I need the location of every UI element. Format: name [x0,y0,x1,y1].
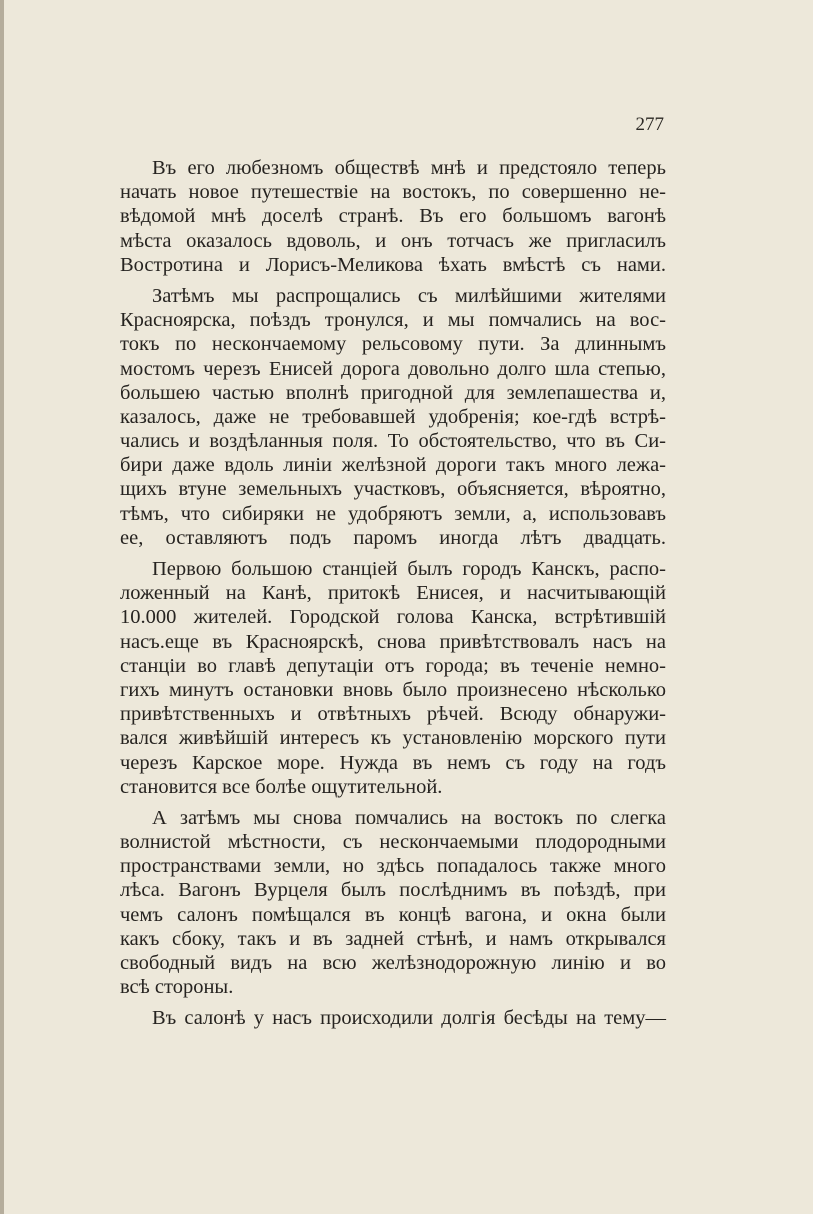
text-line: токъ по нескончаемому рельсовому пути. За длиннымъ [120,333,666,356]
text-line: начать новое путешествіе на востокъ, по совершенно не- [120,181,666,204]
text-line: мостомъ черезъ Енисей дорога довольно долго шла степью, [120,357,666,380]
text-line: щихъ втуне земельныхъ участковъ, объясняется, вѣроятно, [120,478,666,501]
text-line: вался живѣйшій интересъ къ установленію морского пути [120,727,666,750]
text-line: привѣтственныхъ и отвѣтныхъ рѣчей. Всюду обнаружи- [120,703,666,726]
text-line: тѣмъ, что сибиряки не удобряютъ земли, а, использовавъ [120,502,666,525]
text-line: большею частью вполнѣ пригодной для землепашества и, [120,381,666,404]
paragraph [120,284,666,550]
text-line: вѣдомой мнѣ доселѣ странѣ. Въ его большомъ вагонѣ [120,205,666,228]
paragraph [120,806,666,1000]
text-line: всѣ стороны. [120,976,234,999]
text-line: ее, оставляютъ подъ паромъ иногда лѣтъ двадцать. [120,526,666,549]
text-line: Въ его любезномъ обществѣ мнѣ и предстояло теперь [152,157,666,179]
text-line: гихъ минутъ остановки вновь было произнесено нѣсколько [120,678,666,701]
text-line: какъ сбоку, такъ и въ задней стѣнѣ, и намъ открывался [120,927,666,950]
text-line: А затѣмъ мы снова помчались на востокъ по слегка [152,806,666,829]
text-line: чемъ салонъ помѣщался въ концѣ вагона, и окна были [120,903,666,926]
paragraph [120,1006,666,1030]
text-line: чались и воздѣланныя поля. То обстоятельство, что въ Си- [120,430,666,453]
text-line: лѣса. Вагонъ Вурцеля былъ послѣднимъ въ поѣздѣ, при [120,879,666,902]
text-line: 10.000 жителей. Городской голова Канска, встрѣтившій [120,606,666,629]
text-line: волнистой мѣстности, съ нескончаемыми плодородными [120,831,666,854]
text-line: ложенный на Канѣ, притокѣ Енисея, и насчитывающій [120,582,666,605]
text-line: Первою большою станціей былъ городъ Канскъ, распо- [152,558,666,580]
text-line: становится все болѣе ощутительной. [120,775,443,798]
paragraph [120,557,666,799]
text-line: станціи во главѣ депутаціи отъ города; въ теченіе немно- [120,654,666,677]
text-line: Затѣмъ мы распрощались съ милѣйшими жителями [152,284,666,307]
text-line: черезъ Карское море. Нужда въ немъ съ году на годъ [120,751,666,774]
page-number: 277 [635,114,664,135]
text-line: Красноярска, поѣздъ тронулся, и мы помчались на вос- [120,309,666,332]
text-line: насъ.еще въ Красноярскѣ, снова привѣтствовалъ насъ на [120,630,666,653]
text-line: Востротина и Лорисъ-Меликова ѣхать вмѣстѣ съ нами. [120,253,666,276]
text-line: мѣста оказалось вдоволь, и онъ тотчасъ же пригласилъ [120,229,666,252]
text-line: пространствами земли, но здѣсь попадалось также много [120,855,666,878]
text-line: свободный видъ на всю желѣзнодорожную линію и во [120,952,666,974]
text-line: Въ салонѣ у насъ происходили долгія бесѣды на тему— [152,1007,666,1030]
text-line: бири даже вдоль линіи желѣзной дороги такъ много лежа- [120,454,666,477]
page-edge [0,0,4,1214]
text-line: казалось, даже не требовавшей удобренія; кое-гдѣ встрѣ- [120,405,666,428]
paragraph [120,156,666,277]
body-text [120,156,666,1031]
